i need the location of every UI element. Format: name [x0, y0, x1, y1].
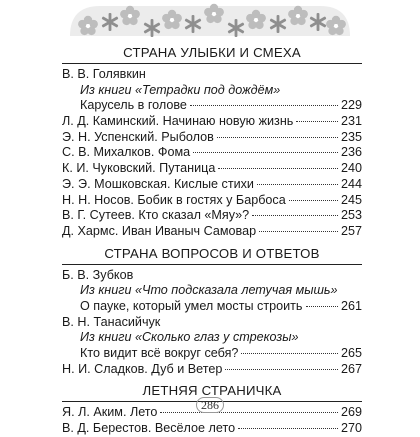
toc-author: В. Н. Танасийчук: [62, 314, 161, 329]
toc-entry[interactable]: Карусель в голове 229: [80, 98, 362, 113]
toc-entry[interactable]: Кто видит всё вокруг себя? 265: [80, 346, 362, 360]
toc-entry[interactable]: Я. Л. Аким. Лето 269: [62, 405, 362, 420]
section-title-summer: ЛЕТНЯЯ СТРАНИЧКА: [142, 383, 282, 399]
toc-author: Б. В. Зубков: [62, 267, 134, 282]
toc-book-source: Из книги «Что подсказала летучая мышь»: [80, 283, 338, 298]
toc-book-source: Из книги «Сколько глаз у стрекозы»: [80, 330, 299, 345]
toc-entry[interactable]: Н. Н. Носов. Бобик в гостях у Барбоса 245: [62, 192, 362, 207]
toc-entry[interactable]: К. И. Чуковский. Путаница 240: [62, 161, 362, 176]
toc-book-source: Из книги «Тетрадки под дождём»: [80, 82, 281, 97]
toc-entry[interactable]: О пауке, который умел мосты строить 261: [80, 298, 362, 313]
toc-entry[interactable]: В. Д. Берестов. Весёлое лето 270: [62, 421, 362, 436]
section-title-smile: СТРАНА УЛЫБКИ И СМЕХА: [123, 45, 301, 60]
toc-entry[interactable]: Э. Н. Успенский. Рыболов 235: [62, 129, 362, 144]
toc-entry[interactable]: Д. Хармс. Иван Иваныч Самовар 257: [62, 223, 362, 238]
section-title-questions: СТРАНА ВОПРОСОВ И ОТВЕТОВ: [104, 245, 320, 261]
toc-entry[interactable]: Л. Д. Каминский. Начинаю новую жизнь 231: [62, 114, 362, 129]
flower-border-decoration: [0, 0, 420, 40]
toc-author: В. В. Голявкин: [62, 67, 146, 81]
table-of-contents: [62, 40, 362, 437]
toc-entry[interactable]: Э. Э. Мошковская. Кислые стихи 244: [62, 176, 362, 191]
page-number: 286: [0, 397, 420, 413]
section-divider: [62, 264, 362, 265]
toc-entry[interactable]: Н. И. Сладков. Дуб и Ветер 267: [62, 361, 362, 376]
toc-entry[interactable]: В. Г. Сутеев. Кто сказал «Мяу»? 253: [62, 208, 362, 223]
toc-entry[interactable]: С. В. Михалков. Фома 236: [62, 145, 362, 160]
section-divider: [62, 63, 362, 64]
